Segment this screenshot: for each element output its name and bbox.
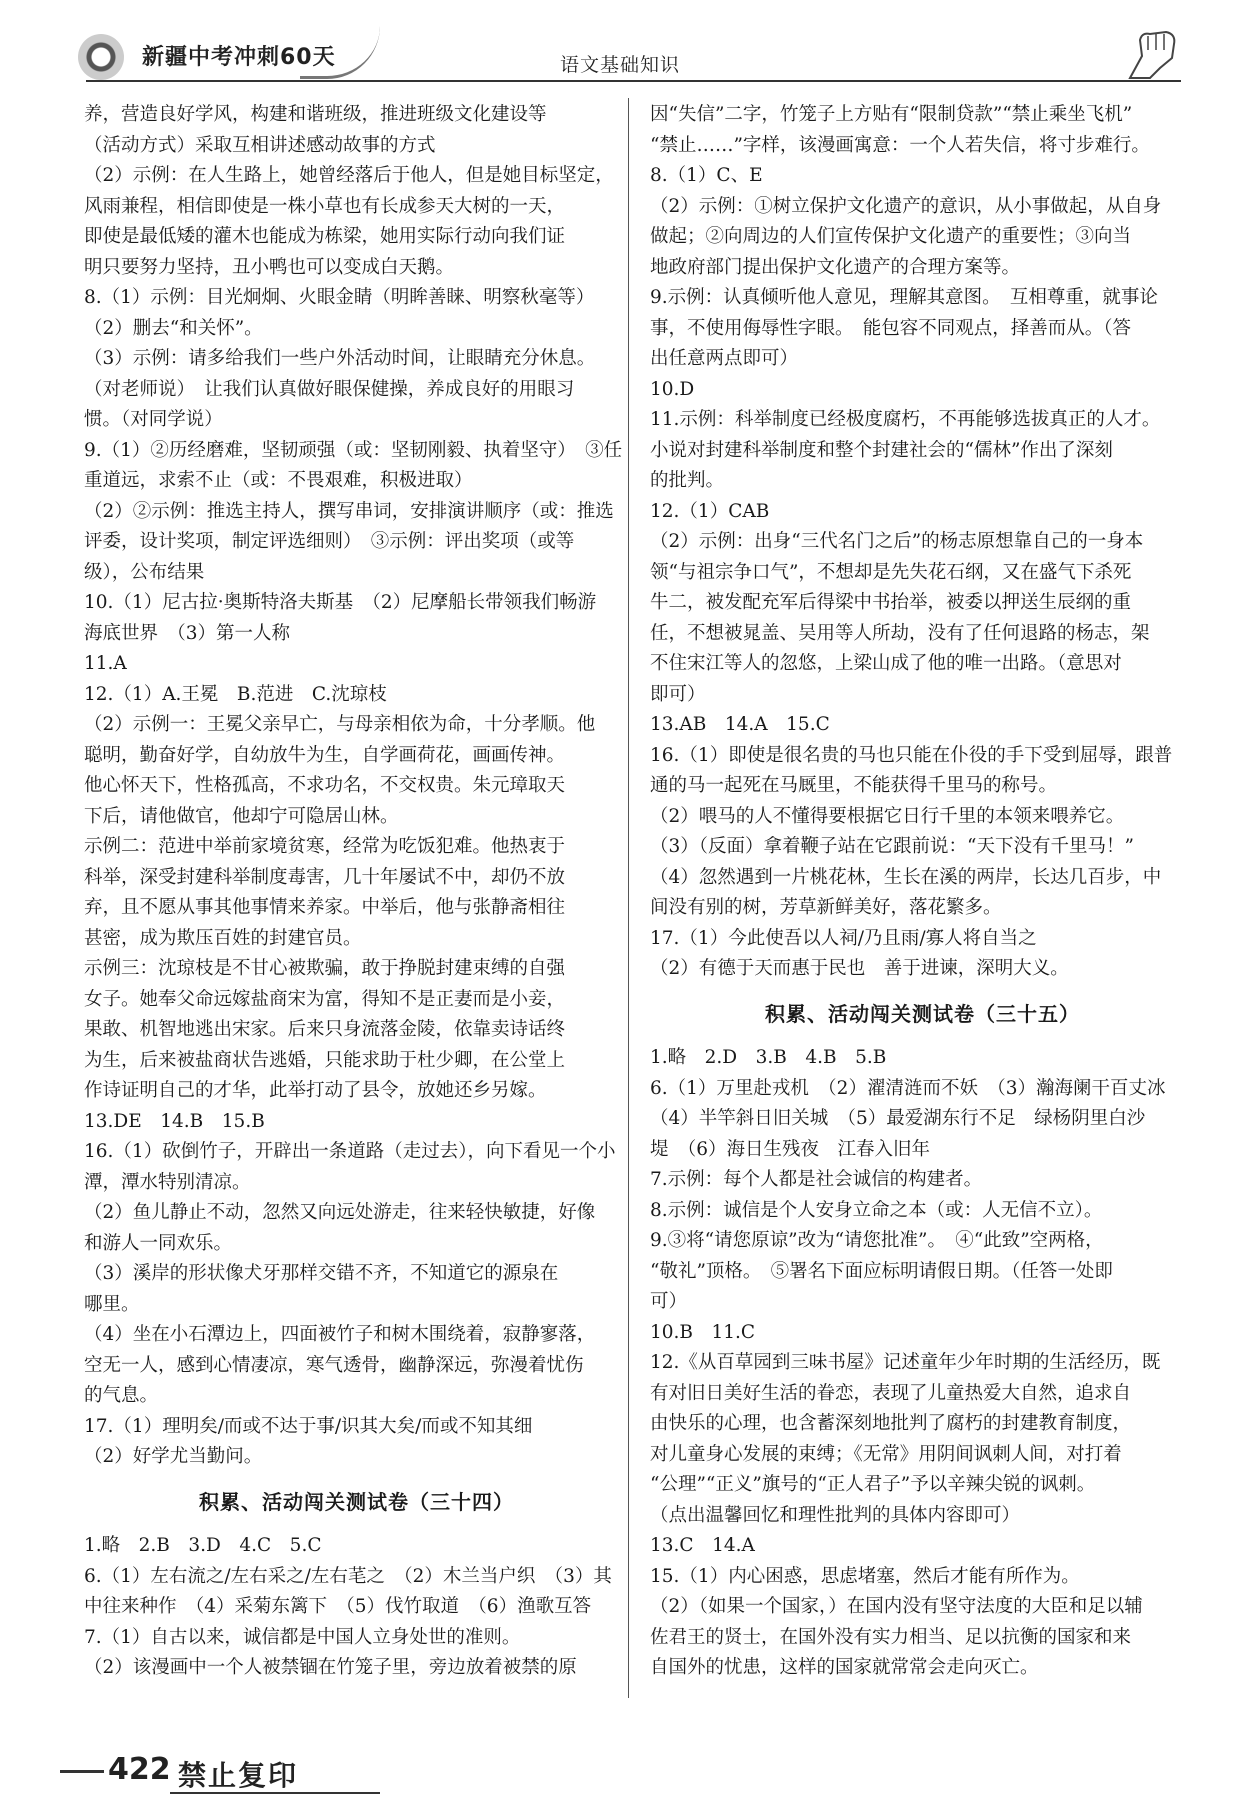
- book-logo-icon: [78, 34, 124, 80]
- test-section-heading: 积累、活动闯关测试卷（三十五）: [765, 1001, 1080, 1026]
- answer-line: 8.（1）C、E: [650, 165, 763, 186]
- answer-line: “公理”“正义”旗号的“正人君子”予以辛辣尖锐的讽刺。: [650, 1474, 1096, 1495]
- answer-line: 7.示例：每个人都是社会诚信的构建者。: [650, 1169, 983, 1190]
- answer-line: 级），公布结果: [84, 561, 205, 583]
- answer-line: 弃，且不愿从事其他事情来养家。中举后，他与张静斋相往: [84, 897, 566, 918]
- answer-line: 12.（1）CAB: [650, 500, 770, 522]
- answer-line: 领“与祖宗争口气”，不想却是先失花石纲，又在盛气下杀死: [650, 561, 1132, 583]
- answer-line: 由快乐的心理，也含蓄深刻地批判了腐朽的封建教育制度，: [650, 1413, 1132, 1434]
- answer-line: 6.（1）左右流之/左右采之/左右芼之 （2）木兰当户织 （3）其: [84, 1565, 612, 1587]
- answer-line: 9.示例：认真倾听他人意见，理解其意图。 互相尊重，就事论: [650, 287, 1158, 308]
- answer-line: 自国外的忧患，这样的国家就常常会走向灭亡。: [650, 1657, 1039, 1678]
- answer-line: 科举，深受封建科举制度毒害，几十年屡试不中，却仍不放: [84, 866, 566, 888]
- answer-line: 10.B 11.C: [650, 1321, 756, 1343]
- answer-line: 13.DE 14.B 15.B: [84, 1110, 265, 1132]
- answer-line: 牛二，被发配充军后得梁中书抬举，被委以押送生辰纲的重: [650, 592, 1132, 613]
- answer-line: 堤 （6）海日生残夜 江春入旧年: [650, 1138, 931, 1160]
- answer-line: 11.示例：科举制度已经极度腐朽，不再能够选拔真正的人才。: [650, 409, 1161, 430]
- answer-line: （点出温馨回忆和理性批判的具体内容即可）: [650, 1504, 1021, 1526]
- answer-line: 可）: [650, 1291, 688, 1312]
- answer-line: 做起；②向周边的人们宣传保护文化遗产的重要性；③向当: [650, 226, 1132, 247]
- answer-line: （2）该漫画中一个人被禁锢在竹笼子里，旁边放着被禁的原: [84, 1657, 577, 1678]
- answer-line: 17.（1）理明矣/而或不达于事/识其大矣/而或不知其细: [84, 1415, 533, 1437]
- answer-line: 果敢、机智地逃出宋家。后来只身流落金陵，依靠卖诗话终: [84, 1019, 566, 1040]
- answer-line: 哪里。: [84, 1293, 140, 1315]
- answer-line: 对儿童身心发展的束缚；《无常》用阴间讽刺人间，对打着: [650, 1443, 1122, 1465]
- answer-line: 评委，设计奖项，制定评选细则） ③示例：评出奖项（或等: [84, 531, 575, 552]
- answer-line: 1.略 2.D 3.B 4.B 5.B: [650, 1047, 887, 1068]
- answer-line: 有对旧日美好生活的眷恋，表现了儿童热爱大自然，追求自: [650, 1382, 1132, 1404]
- answer-line: 12.《从百草园到三味书屋》记述童年少年时期的生活经历，既: [650, 1352, 1161, 1373]
- answer-line: 海底世界 （3）第一人称: [84, 622, 291, 644]
- answer-line: 中往来种作 （4）采菊东篱下 （5）伐竹取道 （6）渔歌互答: [84, 1596, 592, 1617]
- answer-line: 重道远，求索不止（或：不畏艰难，积极进取）: [84, 470, 473, 491]
- answer-line: （4）忽然遇到一片桃花林，生长在溪的两岸，长达几百步，中: [650, 866, 1162, 888]
- answer-line: 16.（1）砍倒竹子，开辟出一条道路（走过去），向下看见一个小: [84, 1141, 616, 1162]
- answer-line: 6.（1）万里赴戎机 （2）濯清涟而不妖 （3）瀚海阑干百丈冰: [650, 1077, 1166, 1099]
- answer-line: 13.AB 14.A 15.C: [650, 714, 830, 735]
- answer-line: 17.（1）今此使吾以人祠/乃且雨/寡人将自当之: [650, 927, 1037, 949]
- answer-line: 小说对封建科举制度和整个封建社会的“儒林”作出了深刻: [650, 439, 1113, 461]
- book-title: 新疆中考冲刺60天: [142, 45, 336, 70]
- footer-rule: [170, 1792, 380, 1794]
- page-footer: [60, 1752, 360, 1802]
- answer-line: 的批判。: [650, 470, 725, 491]
- answer-line: 女子。她奉父命远嫁盐商宋为富，得知不是正妻而是小妾，: [84, 988, 566, 1010]
- copy-notice: 禁止复印: [178, 1759, 299, 1792]
- answer-line: 间没有别的树，芳草新鲜美好，落花繁多。: [650, 897, 1002, 918]
- answer-line: 因“失信”二字，竹笼子上方贴有“限制贷款”“禁止乘坐飞机”: [650, 104, 1133, 125]
- answer-line: 7.（1）自古以来，诚信都是中国人立身处世的准则。: [84, 1626, 521, 1648]
- answer-line: （4）半竿斜日旧关城 （5）最爱湖东行不足 绿杨阴里白沙: [650, 1108, 1146, 1129]
- answer-line: （2）删去“和关怀”。: [84, 317, 263, 339]
- answer-line: 15.（1）内心困惑，思虑堵塞，然后才能有所作为。: [650, 1565, 1080, 1587]
- answer-line: 佐君王的贤士，在国外没有实力相当、足以抗衡的国家和来: [650, 1626, 1132, 1648]
- answer-line: （3）溪岸的形状像犬牙那样交错不齐，不知道它的源泉在: [84, 1263, 559, 1284]
- answer-line: 即使是最低矮的灌木也能成为栋梁，她用实际行动向我们证: [84, 226, 566, 247]
- answer-line: 11.A: [84, 653, 127, 674]
- answer-line: （2）喂马的人不懂得要根据它日行千里的本领来喂养它。: [650, 805, 1125, 827]
- answer-line: 9.（1）②历经磨难，坚韧顽强（或：坚韧刚毅、执着坚守） ③任: [84, 439, 623, 461]
- answer-line: 事，不使用侮辱性字眼。 能包容不同观点，择善而从。（答: [650, 317, 1132, 339]
- answer-line: “敬礼”顶格。 ⑤署名下面应标明请假日期。（任答一处即: [650, 1260, 1113, 1282]
- answer-line: 为生，后来被盐商状告逃婚，只能求助于杜少卿，在公堂上: [84, 1049, 566, 1071]
- answer-line: 任，不想被晁盖、吴用等人所劫，没有了任何退路的杨志，架: [650, 622, 1150, 644]
- answer-line: 惯。（对同学说）: [84, 409, 223, 430]
- answer-line: 9.③将“请您原谅”改为“请您批准”。 ④“此致”空两格，: [650, 1230, 1104, 1251]
- header-swoosh-decoration: [300, 26, 380, 79]
- answer-line: （2）②示例：推选主持人，撰写串词，安排演讲顺序（或：推选: [84, 500, 614, 522]
- answer-line: 他心怀天下，性格孤高，不求功名，不交权贵。朱元璋取天: [84, 775, 566, 796]
- answer-line: 16.（1）即使是很名贵的马也只能在仆役的手下受到屈辱，跟普: [650, 744, 1173, 766]
- page-number: 422: [108, 1752, 171, 1787]
- answer-line: （2）好学尤当勤问。: [84, 1446, 263, 1467]
- answer-line: 空无一人，感到心情凄凉，寒气透骨，幽静深远，弥漫着忧伤: [84, 1354, 584, 1376]
- answer-line: 和游人一同欢乐。: [84, 1232, 233, 1254]
- page-header: [0, 0, 1250, 96]
- answer-line: （2）（如果一个国家，）在国内没有坚守法度的大臣和足以辅: [650, 1596, 1143, 1617]
- header-rule: [86, 80, 1181, 82]
- right-answer-column: [650, 100, 1195, 1684]
- answer-line: 1.略 2.B 3.D 4.C 5.C: [84, 1535, 322, 1556]
- answer-line: 示例二：范进中举前家境贫寒，经常为吃饭犯难。他热衷于: [84, 836, 566, 857]
- answer-line: 12.（1）A.王冕 B.范进 C.沈琼枝: [84, 683, 387, 705]
- section-title: 语文基础知识: [560, 54, 681, 76]
- answer-line: （2）示例一：王冕父亲早亡，与母亲相依为命，十分孝顺。他: [84, 714, 596, 735]
- answer-line: 即可）: [650, 683, 706, 705]
- answer-line: 8.（1）示例：目光炯炯、火眼金睛（明眸善睐、明察秋毫等）: [84, 287, 595, 308]
- answer-line: “禁止……”字样，该漫画寓意：一个人若失信，将寸步难行。: [650, 134, 1150, 156]
- footer-arrow-icon: [60, 1770, 104, 1773]
- answer-line: 养，营造良好学风，构建和谐班级，推进班级文化建设等: [84, 104, 547, 125]
- answer-line: 不住宋江等人的忽悠，上梁山成了他的唯一出路。（意思对: [650, 653, 1122, 674]
- answer-line: 甚密，成为欺压百姓的封建官员。: [84, 927, 362, 949]
- answer-line: （2）示例：出身“三代名门之后”的杨志原想靠自己的一身本: [650, 531, 1144, 552]
- answer-line: 明只要努力坚持，丑小鸭也可以变成白天鹅。: [84, 256, 455, 278]
- answer-line: 通的马一起死在马厩里，不能获得千里马的称号。: [650, 775, 1058, 796]
- answer-line: 的气息。: [84, 1385, 159, 1406]
- answer-line: 10.D: [650, 378, 695, 400]
- answer-line: （对老师说） 让我们认真做好眼保健操，养成良好的用眼习: [84, 378, 575, 400]
- answer-line: 示例三：沈琼枝是不甘心被欺骗，敢于挣脱封建束缚的自强: [84, 958, 566, 979]
- answer-line: 潭，潭水特别清凉。: [84, 1171, 251, 1193]
- left-answer-column: [84, 100, 629, 1684]
- answer-line: （3）（反面）拿着鞭子站在它跟前说：“天下没有千里马！”: [650, 836, 1134, 857]
- answer-line: 下后，请他做官，他却宁可隐居山林。: [84, 805, 399, 827]
- answer-line: 地政府部门提出保护文化遗产的合理方案等。: [650, 256, 1021, 278]
- answer-line: 聪明，勤奋好学，自幼放牛为生，自学画荷花，画画传神。: [84, 744, 566, 766]
- answer-line: 出任意两点即可）: [650, 348, 799, 369]
- raised-fist-icon: [1120, 28, 1184, 84]
- answer-line: 作诗证明自己的才华，此举打动了县令，放她还乡另嫁。: [84, 1080, 547, 1101]
- answer-line: （4）坐在小石潭边上，四面被竹子和树木围绕着，寂静寥落，: [84, 1324, 596, 1345]
- answer-line: （2）有德于天而惠于民也 善于进谏，深明大义。: [650, 958, 1069, 979]
- answer-line: （2）鱼儿静止不动，忽然又向远处游走，往来轻快敏捷，好像: [84, 1202, 596, 1223]
- answer-line: 8.示例：诚信是个人安身立命之本（或：人无信不立）。: [650, 1199, 1103, 1221]
- answer-line: （活动方式）采取互相讲述感动故事的方式: [84, 134, 436, 156]
- answer-line: （2）示例：①树立保护文化遗产的意识，从小事做起，从自身: [650, 195, 1162, 217]
- answer-line: 风雨兼程，相信即使是一株小草也有长成参天大树的一天，: [84, 195, 566, 217]
- answer-line: （2）示例：在人生路上，她曾经落后于他人，但是她目标坚定，: [84, 165, 614, 186]
- test-section-heading: 积累、活动闯关测试卷（三十四）: [199, 1489, 514, 1514]
- answer-line: 13.C 14.A: [650, 1535, 755, 1556]
- answer-line: （3）示例：请多给我们一些户外活动时间，让眼睛充分休息。: [84, 348, 596, 369]
- answer-line: 10.（1）尼古拉·奥斯特洛夫斯基 （2）尼摩船长带领我们畅游: [84, 592, 597, 613]
